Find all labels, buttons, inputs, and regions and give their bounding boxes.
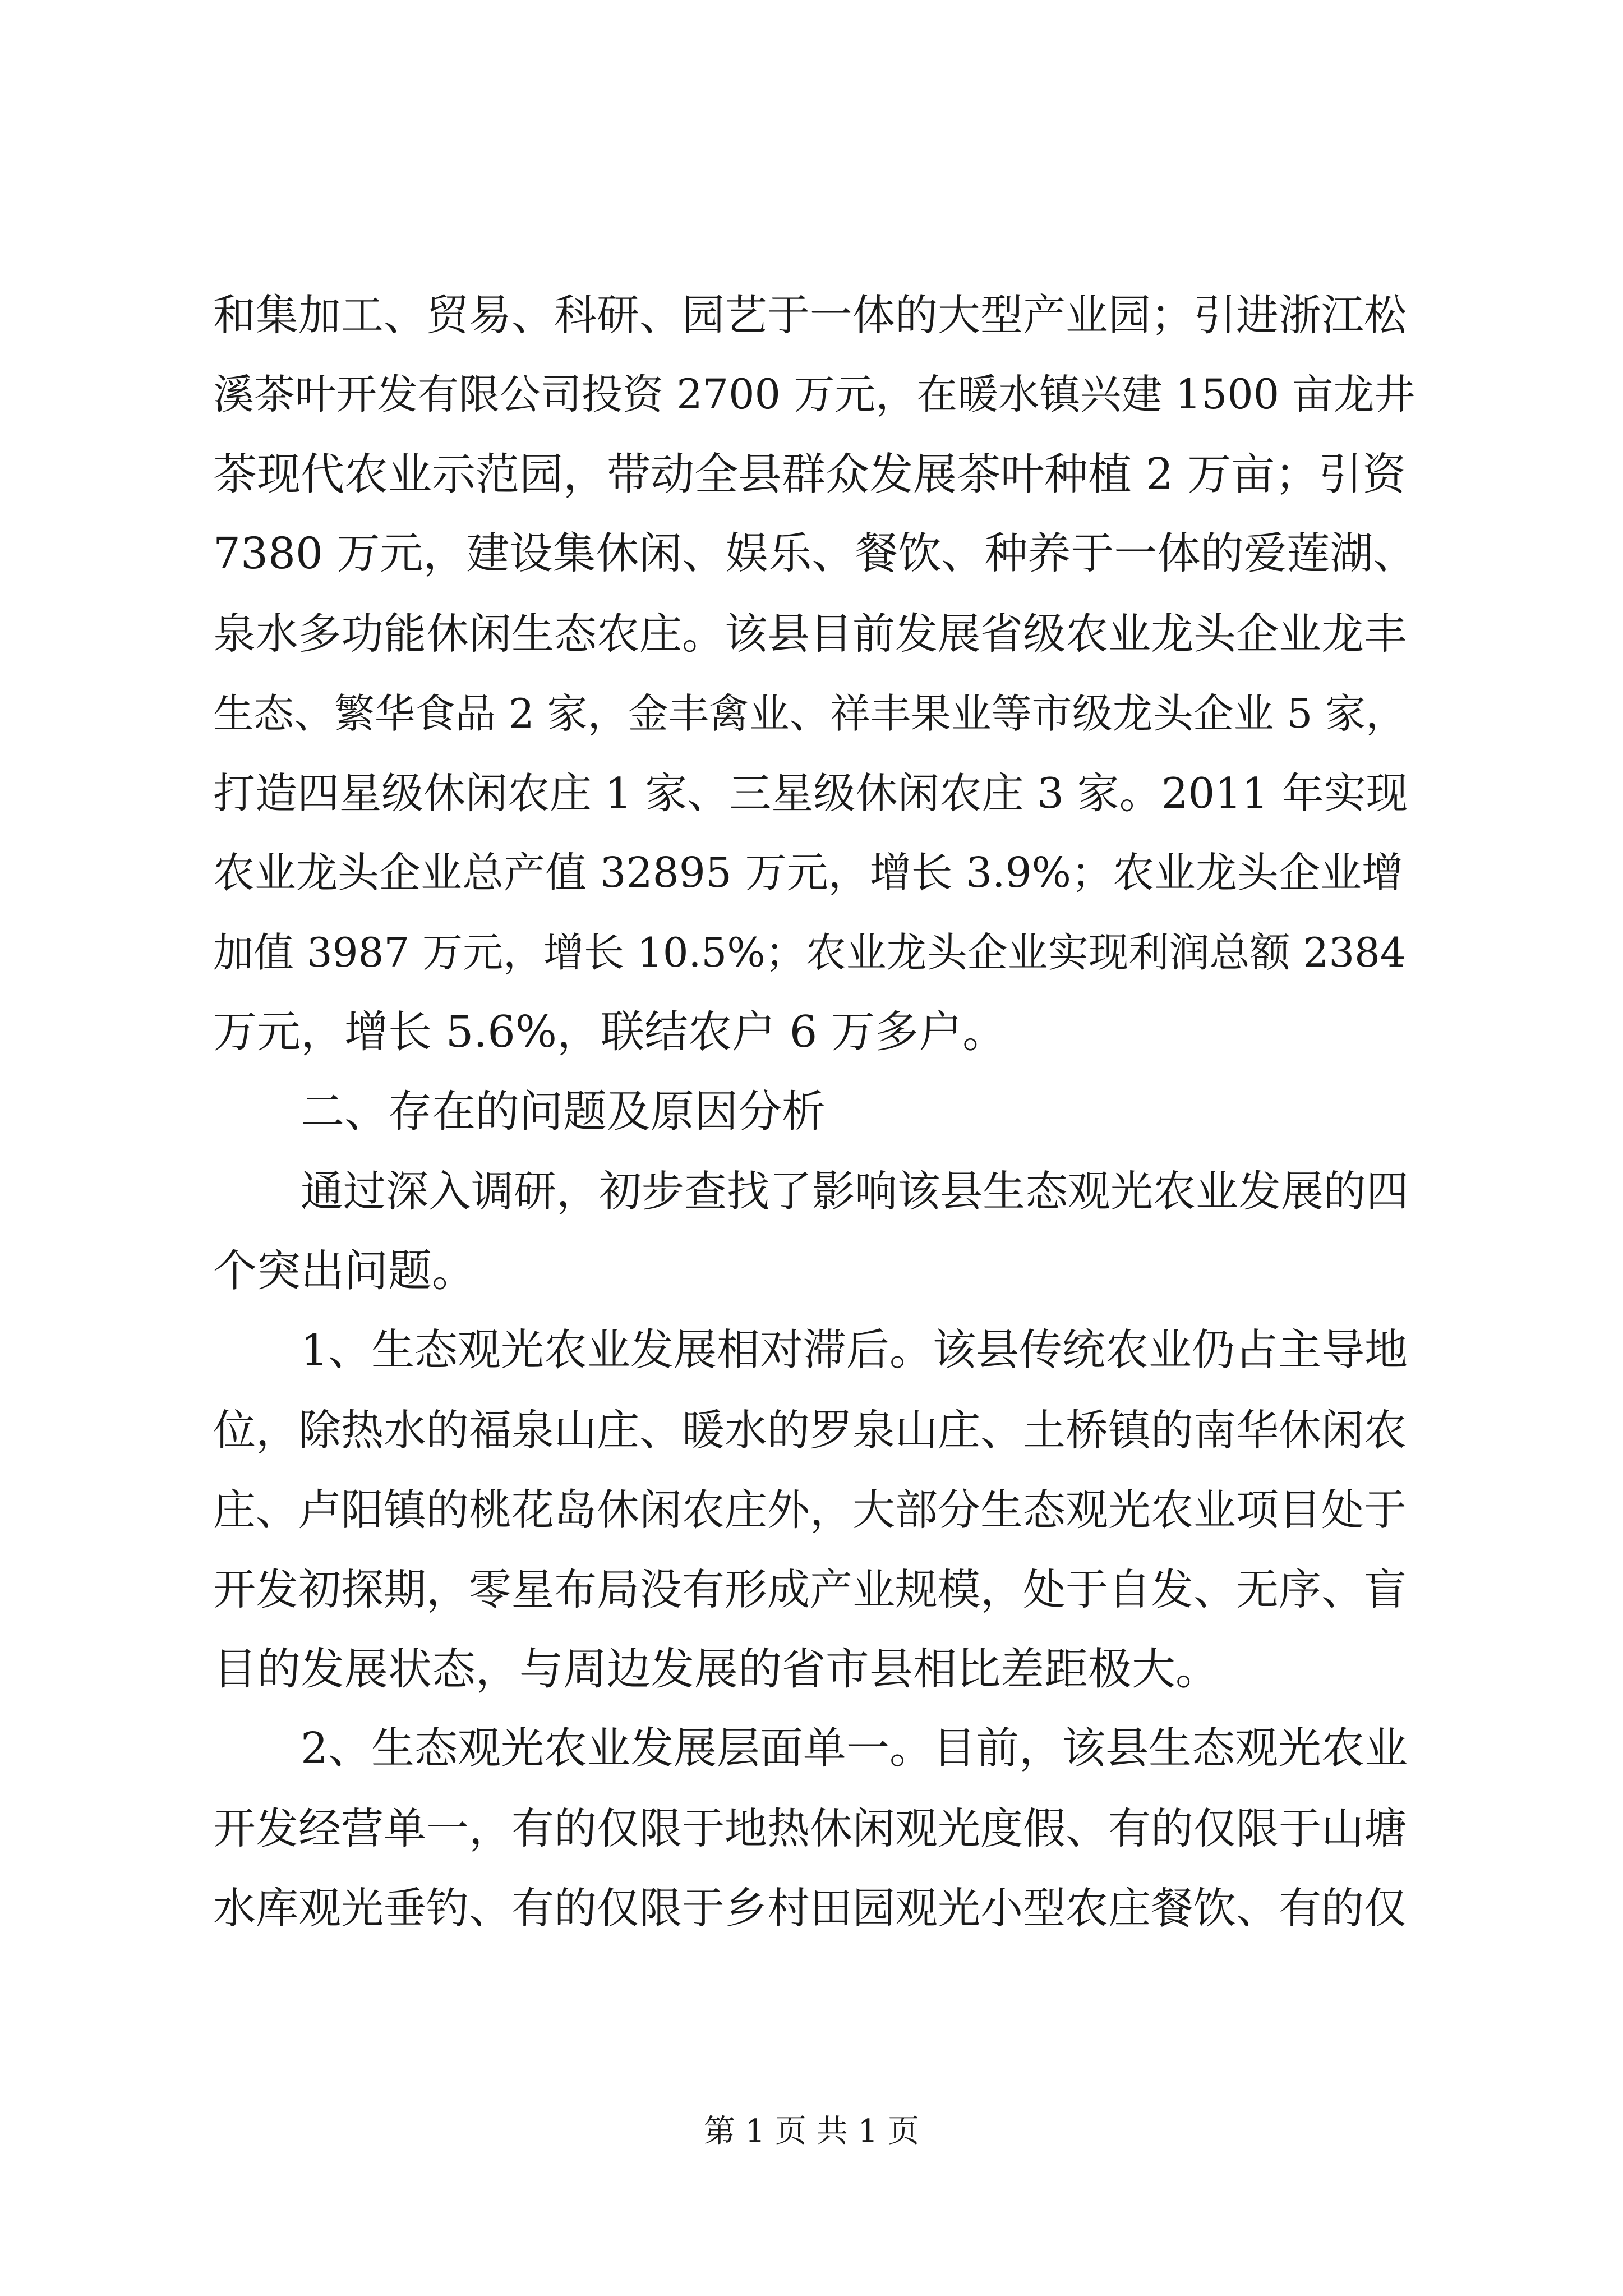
text-line: 打造四星级休闲农庄 1 家、三星级休闲农庄 3 家。2011 年实现 [213, 769, 1408, 818]
text-line: 和集加工、贸易、科研、园艺于一体的大型产业园；引进浙江松 [213, 290, 1407, 340]
text-line: 生态、繁华食品 2 家，金丰禽业、祥丰果业等市级龙头企业 5 家， [213, 690, 1407, 737]
page-footer: 第 1 页 共 1 页 [703, 2113, 920, 2150]
text-line: 万元，增长 5.6%，联结农户 6 万多户。 [213, 1007, 1007, 1057]
text-line: 农业龙头企业总产值 32895 万元，增长 3.9%；农业龙头企业增 [213, 849, 1403, 897]
text-line: 茶现代农业示范园，带动全县群众发展茶叶种植 2 万亩；引资 [213, 449, 1407, 500]
text-line: 庄、卢阳镇的桃花岛休闲农庄外，大部分生态观光农业项目处于 [213, 1485, 1407, 1535]
text-line: 7380 万元，建设集休闲、娱乐、餐饮、种养于一体的爱莲湖、 [213, 529, 1417, 579]
section-heading: 二、存在的问题及原因分析 [301, 1087, 826, 1137]
text-line: 开发经营单一，有的仅限于地热休闲观光度假、有的仅限于山塘 [213, 1803, 1407, 1853]
text-line: 1、生态观光农业发展相对滞后。该县传统农业仍占主导地 [301, 1326, 1408, 1375]
text-line: 位，除热水的福泉山庄、暖水的罗泉山庄、土桥镇的南华休闲农 [213, 1405, 1407, 1455]
text-line: 通过深入调研，初步查找了影响该县生态观光农业发展的四 [301, 1166, 1409, 1216]
text-line: 溪茶叶开发有限公司投资 2700 万元，在暖水镇兴建 1500 亩龙井 [213, 371, 1415, 418]
text-line: 水库观光垂钓、有的仅限于乡村田园观光小型农庄餐饮、有的仅 [213, 1883, 1407, 1933]
text-line: 2、生态观光农业发展层面单一。目前，该县生态观光农业 [301, 1724, 1408, 1774]
text-line: 加值 3987 万元，增长 10.5%；农业龙头企业实现利润总额 2384 [213, 929, 1406, 976]
text-line: 目的发展状态，与周边发展的省市县相比差距极大。 [213, 1644, 1220, 1695]
text-line: 个突出问题。 [213, 1246, 476, 1296]
text-line: 开发初探期，零星布局没有形成产业规模，处于自发、无序、盲 [213, 1565, 1407, 1614]
text-line: 泉水多功能休闲生态农庄。该县目前发展省级农业龙头企业龙丰 [213, 609, 1407, 659]
